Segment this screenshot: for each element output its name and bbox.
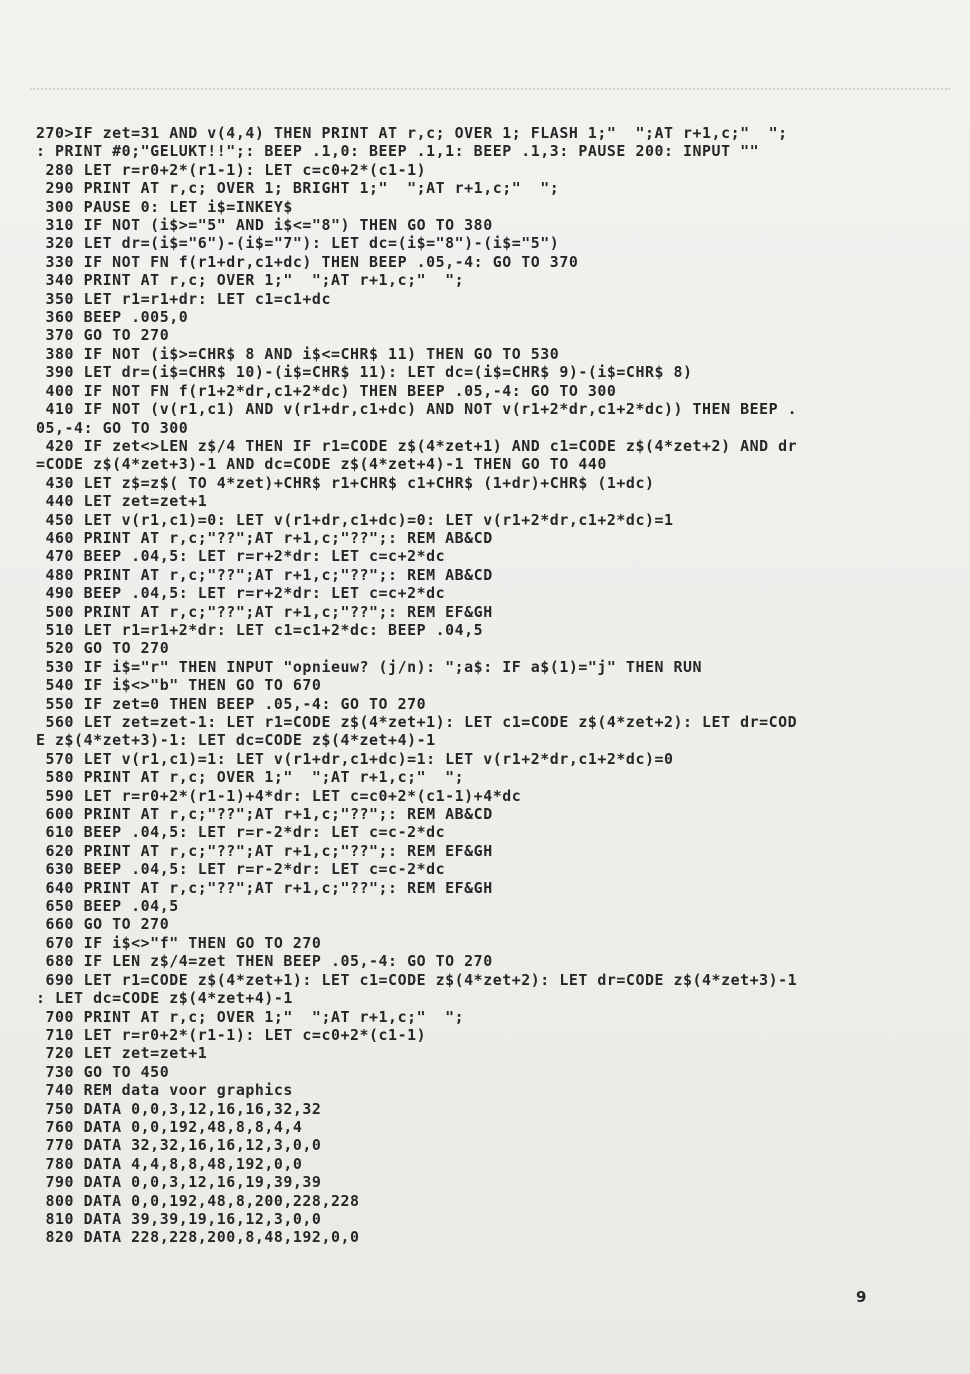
code-line: 730 GO TO 450 [36, 1062, 170, 1081]
code-line: 480 PRINT AT r,c;"??";AT r+1,c;"??";: REM AB&CD [36, 565, 493, 584]
code-line: 690 LET r1=CODE z$(4*zet+1): LET c1=CODE z$(4*zet+2): LET dr=CODE z$(4*zet+3)-1 [36, 970, 798, 989]
code-line: 660 GO TO 270 [36, 915, 170, 934]
code-line: 610 BEEP .04,5: LET r=r-2*dr: LET c=c-2*dc [36, 823, 446, 842]
code-line: 580 PRINT AT r,c; OVER 1;" ";AT r+1,c;" "; [36, 768, 465, 787]
code-line: 640 PRINT AT r,c;"??";AT r+1,c;"??";: REM EF&GH [36, 878, 493, 897]
code-line: 740 REM data voor graphics [36, 1081, 293, 1100]
code-line: 790 DATA 0,0,3,12,16,19,39,39 [36, 1173, 322, 1192]
code-line: 650 BEEP .04,5 [36, 897, 179, 916]
code-line: 05,-4: GO TO 300 [36, 418, 189, 437]
code-line: 420 IF zet<>LEN z$/4 THEN IF r1=CODE z$(4*zet+1) AND c1=CODE z$(4*zet+2) AND dr [36, 436, 798, 455]
code-line: 340 PRINT AT r,c; OVER 1;" ";AT r+1,c;" "; [36, 271, 465, 290]
code-line: 290 PRINT AT r,c; OVER 1; BRIGHT 1;" ";AT r+1,c;" "; [36, 179, 560, 198]
code-line: 300 PAUSE 0: LET i$=INKEY$ [36, 197, 293, 216]
code-line: 330 IF NOT FN f(r1+dr,c1+dc) THEN BEEP .05,-4: GO TO 370 [36, 252, 579, 271]
code-line: E z$(4*zet+3)-1: LET dc=CODE z$(4*zet+4)-1 [36, 731, 436, 750]
basic-program-listing [36, 124, 936, 1247]
code-line: 410 IF NOT (v(r1,c1) AND v(r1+dr,c1+dc) AND NOT v(r1+2*dr,c1+2*dc)) THEN BEEP . [36, 400, 798, 419]
code-line: 370 GO TO 270 [36, 326, 170, 345]
code-line: 570 LET v(r1,c1)=1: LET v(r1+dr,c1+dc)=1: LET v(r1+2*dr,c1+2*dc)=0 [36, 749, 674, 768]
code-line: 560 LET zet=zet-1: LET r1=CODE z$(4*zet+1): LET c1=CODE z$(4*zet+2): LET dr=COD [36, 713, 798, 731]
code-line: 710 LET r=r0+2*(r1-1): LET c=c0+2*(c1-1) [36, 1025, 427, 1044]
code-line: 510 LET r1=r1+2*dr: LET c1=c1+2*dc: BEEP .04,5 [36, 620, 484, 639]
code-line: 460 PRINT AT r,c;"??";AT r+1,c;"??";: REM AB&CD [36, 528, 493, 547]
code-line: 680 IF LEN z$/4=zet THEN BEEP .05,-4: GO TO 270 [36, 952, 493, 971]
code-line: 810 DATA 39,39,19,16,12,3,0,0 [36, 1209, 322, 1228]
code-line: 720 LET zet=zet+1 [36, 1044, 208, 1063]
code-line: 350 LET r1=r1+dr: LET c1=c1+dc [36, 289, 331, 308]
code-line: 390 LET dr=(i$=CHR$ 10)-(i$=CHR$ 11): LET dc=(i$=CHR$ 9)-(i$=CHR$ 8) [36, 363, 693, 382]
code-line: 750 DATA 0,0,3,12,16,16,32,32 [36, 1099, 322, 1118]
code-line: =CODE z$(4*zet+3)-1 AND dc=CODE z$(4*zet+4)-1 THEN GO TO 440 [36, 455, 607, 474]
code-line: 760 DATA 0,0,192,48,8,8,4,4 [36, 1117, 303, 1136]
code-line: : LET dc=CODE z$(4*zet+4)-1 [36, 989, 293, 1008]
code-line: 700 PRINT AT r,c; OVER 1;" ";AT r+1,c;" "; [36, 1007, 465, 1026]
code-line: 820 DATA 228,228,200,8,48,192,0,0 [36, 1228, 360, 1247]
page-number: 9 [856, 1288, 867, 1306]
code-line: 550 IF zet=0 THEN BEEP .05,-4: GO TO 270 [36, 694, 427, 713]
code-line: : PRINT #0;"GELUKT!!";: BEEP .1,0: BEEP .1,1: BEEP .1,3: PAUSE 200: INPUT "" [36, 142, 760, 161]
code-line: 520 GO TO 270 [36, 639, 170, 658]
code-line: 430 LET z$=z$( TO 4*zet)+CHR$ r1+CHR$ c1+CHR$ (1+dr)+CHR$ (1+dc) [36, 473, 655, 492]
code-line: 540 IF i$<>"b" THEN GO TO 670 [36, 676, 322, 695]
code-line: 590 LET r=r0+2*(r1-1)+4*dr: LET c=c0+2*(c1-1)+4*dc [36, 786, 522, 805]
code-line: 450 LET v(r1,c1)=0: LET v(r1+dr,c1+dc)=0: LET v(r1+2*dr,c1+2*dc)=1 [36, 510, 674, 529]
code-line: 310 IF NOT (i$>="5" AND i$<="8") THEN GO TO 380 [36, 216, 493, 235]
code-line: 620 PRINT AT r,c;"??";AT r+1,c;"??";: REM EF&GH [36, 841, 493, 860]
code-line: 500 PRINT AT r,c;"??";AT r+1,c;"??";: REM EF&GH [36, 602, 493, 621]
code-line: 270>IF zet=31 AND v(4,4) THEN PRINT AT r,c; OVER 1; FLASH 1;" ";AT r+1,c;" "; [36, 124, 788, 142]
code-line: 530 IF i$="r" THEN INPUT "opnieuw? (j/n): ";a$: IF a$(1)="j" THEN RUN [36, 657, 703, 676]
code-line: 800 DATA 0,0,192,48,8,200,228,228 [36, 1191, 360, 1210]
code-line: 600 PRINT AT r,c;"??";AT r+1,c;"??";: REM AB&CD [36, 805, 493, 824]
code-line: 470 BEEP .04,5: LET r=r+2*dr: LET c=c+2*dc [36, 547, 446, 566]
code-line: 400 IF NOT FN f(r1+2*dr,c1+2*dc) THEN BEEP .05,-4: GO TO 300 [36, 381, 617, 400]
code-line: 280 LET r=r0+2*(r1-1): LET c=c0+2*(c1-1) [36, 160, 427, 179]
scan-artifact-band [30, 88, 950, 104]
code-line: 320 LET dr=(i$="6")-(i$="7"): LET dc=(i$="8")-(i$="5") [36, 234, 560, 253]
code-line: 440 LET zet=zet+1 [36, 492, 208, 511]
code-line: 360 BEEP .005,0 [36, 308, 189, 327]
code-line: 770 DATA 32,32,16,16,12,3,0,0 [36, 1136, 322, 1155]
code-line: 490 BEEP .04,5: LET r=r+2*dr: LET c=c+2*dc [36, 584, 446, 603]
code-line: 380 IF NOT (i$>=CHR$ 8 AND i$<=CHR$ 11) THEN GO TO 530 [36, 344, 560, 363]
code-line: 780 DATA 4,4,8,8,48,192,0,0 [36, 1154, 303, 1173]
code-line: 670 IF i$<>"f" THEN GO TO 270 [36, 933, 322, 952]
code-line: 630 BEEP .04,5: LET r=r-2*dr: LET c=c-2*dc [36, 860, 446, 879]
